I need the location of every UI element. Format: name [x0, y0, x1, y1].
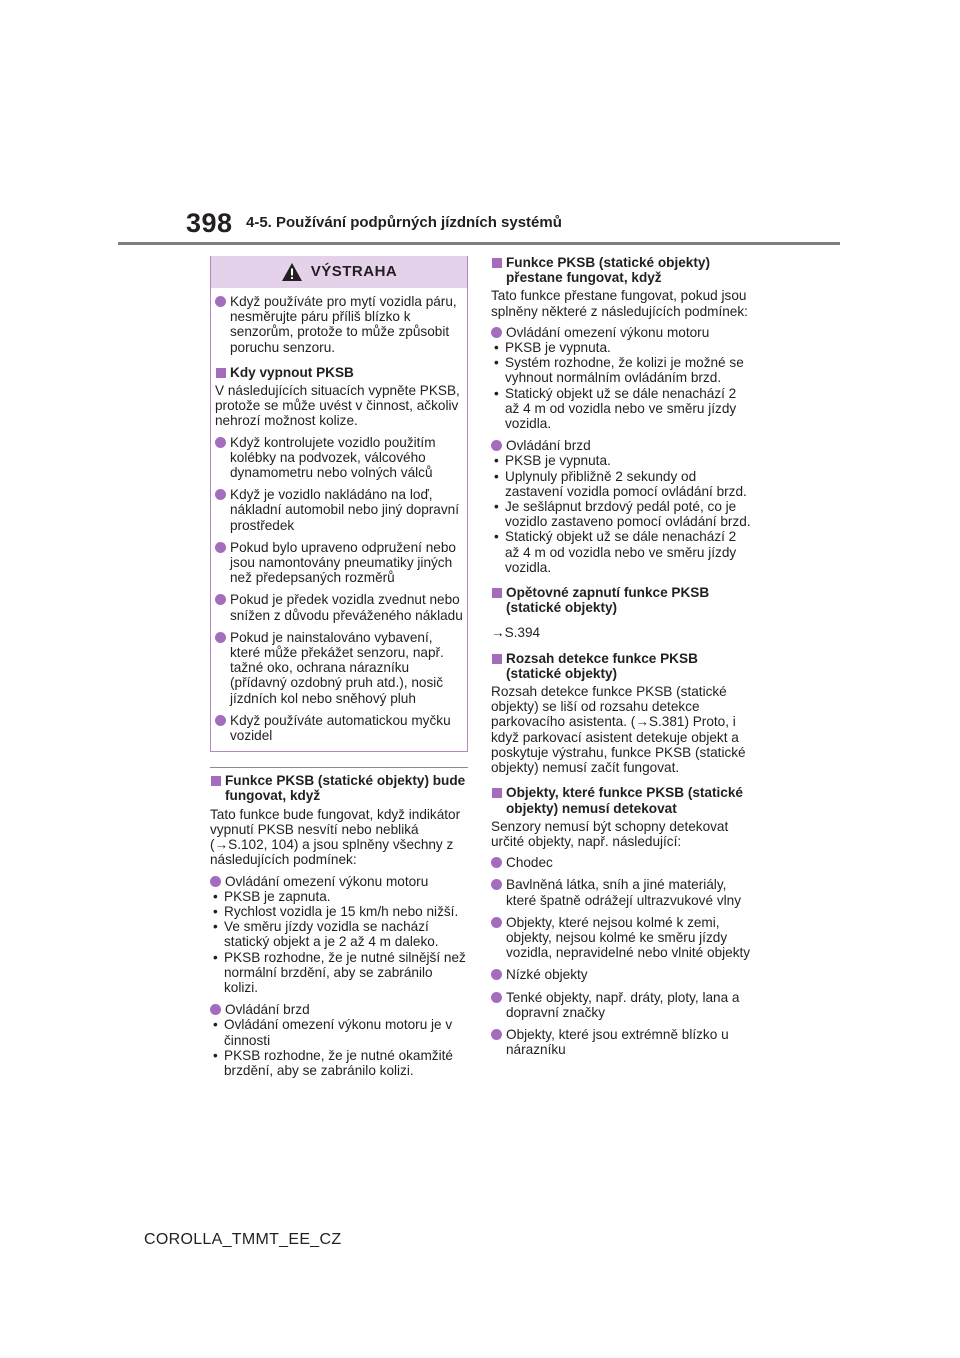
bullet-dot-icon [210, 1004, 221, 1015]
section-intro: Tato funkce bude fungovat, když indikátor vypnutí PKSB nesvítí nebo nebliká (→S.102, 104) a jsou splněny všechny z následujících podmínek: [210, 806, 461, 868]
warning-title: VÝSTRAHA [310, 263, 398, 281]
section-heading [491, 585, 753, 615]
condition-item: • PKSB rozhodne, že je nutné okamžité brzdění, aby se zabránilo kolizi. [213, 1047, 453, 1078]
condition-item: • PKSB je vypnuta. [494, 340, 611, 356]
object-item [491, 855, 753, 870]
condition-item: • Uplynuly přibližně 2 sekundy od zastavení vozidla pomocí ovládání brzd. [494, 468, 747, 499]
condition-group [491, 438, 753, 453]
condition-item-text: Statický objekt už se dále nenachází 2 až 4 m od vozidla nebo ve směru jízdy vozidla. [505, 529, 737, 575]
object-item [491, 967, 753, 982]
condition-item-text: Statický objekt už se dále nenachází 2 až 4 m od vozidla nebo ve směru jízdy vozidla. [505, 385, 737, 432]
section-heading-text: Rozsah detekce funkce PKSB (statické objekty) [506, 650, 698, 681]
condition-group-title: Ovládání brzd [506, 438, 591, 454]
condition-item: • Ovládání omezení výkonu motoru je v činnosti [213, 1017, 453, 1048]
warning-bullet-text: Když používáte pro mytí vozidla páru, nesměrujte páru příliš blízko k senzorům, protože to může způsobit poruchu senzoru. [230, 294, 457, 355]
footer-model-code: COROLLA_TMMT_EE_CZ [144, 1231, 342, 1248]
header-rule [118, 242, 840, 245]
bullet-dot-icon [491, 1029, 502, 1040]
warning-item-text: Pokud je nainstalováno vybavení, které může překážet senzoru, např. tažné oko, ochrana nárazníku (přídavný ozdobný pruh atd.), nosič jízdních kol nebo sněhový pluh [230, 629, 444, 706]
bullet-dot-icon [491, 327, 502, 338]
warning-item [215, 713, 463, 743]
condition-group-title: Ovládání brzd [225, 1002, 310, 1018]
square-bullet-icon [492, 654, 502, 664]
section-title: 4-5. Používání podpůrných jízdních systémů [246, 214, 562, 231]
warning-item-text: Když používáte automatickou myčku vozidel [230, 712, 451, 744]
square-bullet-icon [492, 588, 502, 598]
section-heading-text: Funkce PKSB (statické objekty) přestane fungovat, když [506, 255, 710, 286]
section-heading-text: Funkce PKSB (statické objekty) bude fungovat, když [225, 773, 466, 804]
object-item [491, 1027, 753, 1057]
condition-item: • PKSB rozhodne, že je nutné silnější než normální brzdění, aby se zabránilo kolizi. [213, 949, 466, 995]
square-bullet-icon [492, 788, 502, 798]
condition-item-text: PKSB rozhodne, že je nutné silnější než normální brzdění, aby se zabránilo kolizi. [224, 949, 466, 995]
warning-box [210, 256, 468, 752]
page-number: 398 [186, 208, 233, 238]
warning-subheading [215, 365, 463, 380]
bullet-dot-icon [491, 969, 502, 980]
condition-group [210, 874, 468, 889]
warning-subheading-text: Kdy vypnout PKSB [230, 364, 354, 380]
condition-item: • PKSB je zapnuta. [213, 888, 331, 904]
warning-item [215, 487, 463, 533]
bullet-dot-icon [491, 440, 502, 451]
warning-item [215, 630, 463, 706]
section-heading-text: Opětovné zapnutí funkce PKSB (statické objekty) [506, 585, 710, 616]
bullet-dot-icon [491, 917, 502, 928]
right-column [491, 255, 753, 1064]
warning-bullet [215, 294, 463, 355]
condition-item-text: PKSB je zapnuta. [224, 888, 331, 904]
warning-item-text: Když kontrolujete vozidlo použitím kolébky na podvozek, válcového dynamometru nebo volných válců [230, 434, 436, 481]
condition-item: • Rychlost vozidla je 15 km/h nebo nižší. [213, 903, 459, 919]
condition-item: • Ve směru jízdy vozidla se nachází statický objekt a je 2 až 4 m daleko. [213, 919, 439, 950]
condition-group [210, 1002, 468, 1017]
section-heading [491, 255, 753, 285]
object-item [491, 877, 753, 907]
bullet-dot-icon [215, 489, 226, 500]
page-reference-link[interactable]: →S.394 [491, 625, 541, 641]
object-item [491, 990, 753, 1020]
bullet-dot-icon [215, 542, 226, 553]
warning-intro: V následujících situacích vypněte PKSB, protože se může uvést v činnost, ačkoliv nehrozí možnost kolize. [215, 383, 460, 429]
object-item-text: Tenké objekty, např. dráty, ploty, lana a dopravní značky [506, 989, 740, 1020]
warning-item-text: Pokud je předek vozidla zvednut nebo snížen z důvodu převáženého nákladu [230, 592, 463, 623]
bullet-dot-icon [210, 876, 221, 887]
section-heading [491, 651, 753, 681]
bullet-dot-icon [215, 632, 226, 643]
warning-item [215, 540, 463, 586]
section-heading-text: Objekty, které funkce PKSB (statické objekty) nemusí detekovat [506, 785, 743, 816]
object-item-text: Nízké objekty [506, 967, 588, 983]
condition-item-text: PKSB rozhodne, že je nutné okamžité brzdění, aby se zabránilo kolizi. [224, 1047, 453, 1078]
square-bullet-icon [211, 776, 221, 786]
section-heading [491, 785, 753, 815]
condition-item-text: Ovládání omezení výkonu motoru je v činnosti [224, 1017, 453, 1048]
warning-item [215, 435, 463, 481]
condition-item: • Systém rozhodne, že kolizi je možné se vyhnout normálním ovládáním brzd. [494, 355, 744, 386]
condition-item-text: PKSB je vypnuta. [505, 340, 611, 356]
object-item-text: Bavlněná látka, sníh a jiné materiály, které špatně odrážejí ultrazvukové vlny [506, 877, 741, 908]
condition-group-title: Ovládání omezení výkonu motoru [506, 324, 710, 340]
square-bullet-icon [492, 258, 502, 268]
bullet-dot-icon [215, 296, 226, 307]
condition-item: • Statický objekt už se dále nenachází 2 až 4 m od vozidla nebo ve směru jízdy vozidla. [494, 529, 737, 575]
section-intro: Senzory nemusí být schopny detekovat určité objekty, např. následující: [491, 818, 729, 849]
left-column [210, 256, 468, 1078]
condition-item-text: Rychlost vozidla je 15 km/h nebo nižší. [224, 903, 459, 919]
object-item-text: Objekty, které jsou extrémně blízko u nárazníku [506, 1026, 729, 1058]
warning-header [211, 256, 467, 288]
bullet-dot-icon [491, 879, 502, 890]
range-paragraph: Rozsah detekce funkce PKSB (statické objekty) se liší od rozsahu detekce parkovacího asistenta. (→S.381) Proto, i když parkovací asistent detekuje objekt a poskytuje výstrahu, funkce PKSB (statické objekty) nemusí začít fungovat. [491, 684, 746, 776]
object-item [491, 915, 753, 961]
square-bullet-icon [216, 368, 226, 378]
section-intro: Tato funkce přestane fungovat, pokud jsou splněny některé z následujících podmínek: [491, 288, 748, 319]
condition-group [491, 325, 753, 340]
bullet-dot-icon [215, 437, 226, 448]
condition-item-text: PKSB je vypnuta. [505, 453, 611, 469]
condition-group-title: Ovládání omezení výkonu motoru [225, 873, 429, 889]
object-item-text: Objekty, které nejsou kolmé k zemi, objekty, nejsou kolmé ke směru jízdy vozidla, nepravidelné nebo vlnité objekty [506, 914, 751, 961]
object-item-text: Chodec [506, 855, 553, 871]
section-separator [210, 767, 468, 768]
bullet-dot-icon [491, 992, 502, 1003]
condition-item-text: Je sešlápnut brzdový pedál poté, co je vozidlo zastaveno pomocí ovládání brzd. [505, 499, 751, 530]
condition-item: • PKSB je vypnuta. [494, 453, 611, 469]
warning-item [215, 592, 463, 622]
warning-triangle-icon [281, 262, 303, 282]
warning-item-text: Pokud bylo upraveno odpružení nebo jsou namontovány pneumatiky jiných než předepsaných rozměrů [230, 539, 456, 586]
condition-item-text: Uplynuly přibližně 2 sekundy od zastavení vozidla pomocí ovládání brzd. [505, 468, 747, 499]
condition-item-text: Ve směru jízdy vozidla se nachází statický objekt a je 2 až 4 m daleko. [224, 919, 439, 950]
condition-item-text: Systém rozhodne, že kolizi je možné se vyhnout normálním ovládáním brzd. [505, 355, 744, 386]
bullet-dot-icon [215, 715, 226, 726]
warning-item-text: Když je vozidlo nakládáno na loď, nákladní automobil nebo jiný dopravní prostředek [230, 487, 459, 533]
bullet-dot-icon [215, 594, 226, 605]
section-heading [210, 773, 468, 803]
condition-item: • Je sešlápnut brzdový pedál poté, co je vozidlo zastaveno pomocí ovládání brzd. [494, 499, 751, 530]
bullet-dot-icon [491, 857, 502, 868]
condition-item: • Statický objekt už se dále nenachází 2 až 4 m od vozidla nebo ve směru jízdy vozidla. [494, 385, 737, 432]
